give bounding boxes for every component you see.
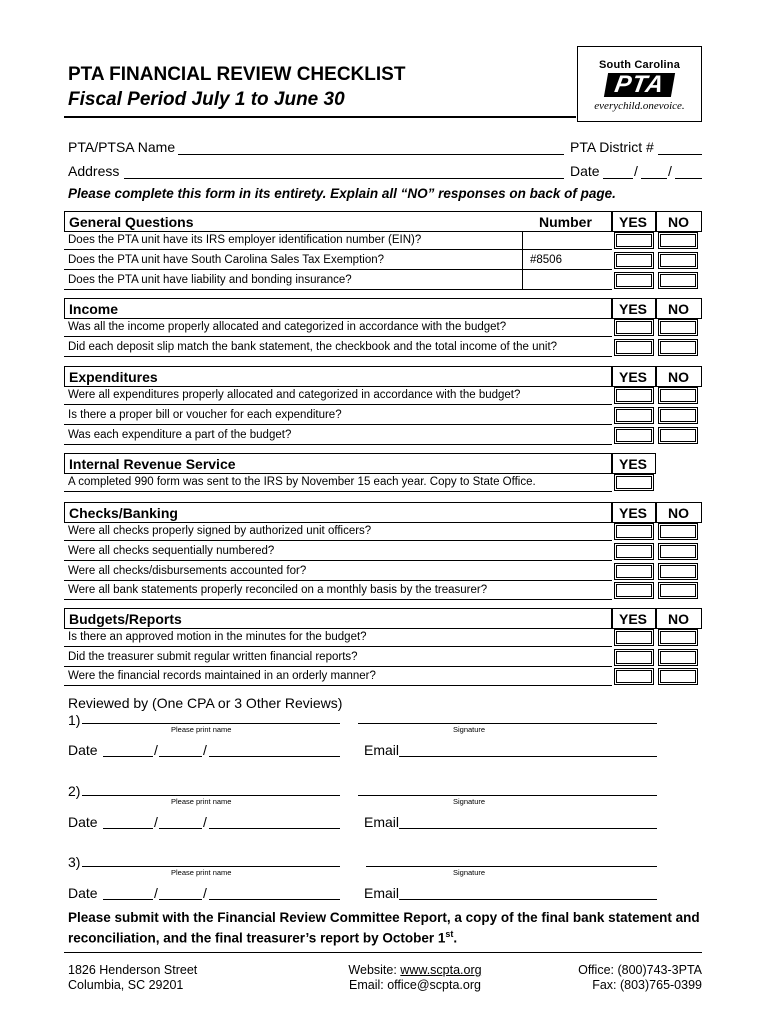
no-label: NO [668, 505, 689, 521]
no-checkbox[interactable] [658, 272, 698, 289]
question-row [64, 251, 612, 270]
yes-checkbox[interactable] [614, 252, 654, 269]
date-label: Date [570, 163, 600, 179]
yes-checkbox[interactable] [614, 339, 654, 356]
yes-column-header [612, 298, 656, 319]
question-row [64, 667, 612, 686]
address-field[interactable] [124, 178, 564, 179]
page-subtitle: Fiscal Period July 1 to June 30 [68, 89, 345, 110]
question-row [64, 426, 612, 445]
reviewer-2-date-year[interactable] [209, 828, 340, 829]
budgets-reports-header [64, 608, 612, 629]
yes-checkbox[interactable] [614, 427, 654, 444]
email-label: Email [364, 742, 400, 758]
yes-column-header [612, 502, 656, 523]
yes-checkbox[interactable] [614, 232, 654, 249]
date-slash: / [154, 814, 158, 830]
footer-contact [345, 963, 485, 993]
logo-state-text: South Carolina [598, 59, 681, 71]
yes-checkbox[interactable] [614, 563, 654, 580]
reviewer-2-name-field[interactable] [82, 795, 340, 796]
date-slash: / [668, 163, 672, 179]
yes-column-header [612, 211, 656, 232]
question-row [64, 628, 612, 647]
question-row [64, 318, 612, 337]
yes-label: YES [619, 301, 648, 317]
reviewer-1-name-field[interactable] [82, 723, 340, 724]
footer-email: Email: office@scpta.org [349, 978, 481, 992]
no-column-header [656, 366, 702, 387]
yes-checkbox[interactable] [614, 319, 654, 336]
pta-name-field[interactable] [178, 154, 564, 155]
question-text: Were all checks properly signed by authorized unit officers? [68, 525, 372, 537]
fax-number: Fax: (803)765-0399 [592, 978, 702, 992]
yes-label: YES [619, 505, 648, 521]
section-title: Income [69, 301, 119, 317]
no-label: NO [668, 369, 689, 385]
question-row [64, 522, 612, 541]
street-address: 1826 Henderson Street [68, 963, 198, 977]
footer-divider [64, 952, 702, 953]
section-title: Budgets/Reports [69, 611, 182, 627]
date-slash: / [203, 814, 207, 830]
reviewer-3-date-day[interactable] [159, 899, 202, 900]
no-label: NO [668, 214, 689, 230]
question-text: Is there an approved motion in the minutes for the budget? [68, 631, 367, 643]
sc-pta-logo [577, 46, 702, 122]
yes-checkbox[interactable] [614, 407, 654, 424]
no-checkbox[interactable] [658, 668, 698, 685]
question-row [64, 406, 612, 425]
general-questions-header [64, 211, 612, 232]
no-column-header [656, 298, 702, 319]
address-label: Address [68, 163, 120, 179]
yes-checkbox[interactable] [614, 387, 654, 404]
reviewer-number: 2) [68, 783, 81, 799]
reviewer-3-name-field[interactable] [82, 866, 340, 867]
submission-instructions [68, 909, 708, 947]
section-title: Internal Revenue Service [69, 456, 236, 472]
reviewer-3-date-year[interactable] [209, 899, 340, 900]
reviewer-3-signature-field[interactable] [366, 866, 657, 867]
no-column-header [656, 502, 702, 523]
yes-checkbox[interactable] [614, 543, 654, 560]
question-row [64, 542, 612, 561]
yes-checkbox[interactable] [614, 523, 654, 540]
date-year-field[interactable] [675, 178, 702, 179]
reviewer-3-date-month[interactable] [103, 899, 153, 900]
title-divider [64, 116, 576, 118]
date-slash: / [203, 885, 207, 901]
reviewer-2-email-field[interactable] [399, 828, 657, 829]
no-checkbox[interactable] [658, 319, 698, 336]
yes-label: YES [619, 611, 648, 627]
no-checkbox[interactable] [658, 629, 698, 646]
question-row [64, 648, 612, 667]
no-checkbox[interactable] [658, 563, 698, 580]
date-slash: / [154, 885, 158, 901]
yes-checkbox[interactable] [614, 474, 654, 491]
yes-checkbox[interactable] [614, 629, 654, 646]
reviewer-2-signature-field[interactable] [358, 795, 657, 796]
website-link[interactable]: www.scpta.org [400, 963, 482, 977]
no-checkbox[interactable] [658, 252, 698, 269]
reviewer-number: 1) [68, 712, 81, 728]
reviewer-2-date-day[interactable] [159, 828, 202, 829]
email-label: Email [364, 814, 400, 830]
district-label: PTA District # [570, 139, 654, 155]
reviewer-1-email-field[interactable] [399, 756, 657, 757]
reviewer-3-email-field[interactable] [399, 899, 657, 900]
footer-phone [552, 963, 702, 993]
question-text: Did the treasurer submit regular written financial reports? [68, 651, 358, 663]
no-checkbox[interactable] [658, 543, 698, 560]
date-slash: / [203, 742, 207, 758]
pta-name-label: PTA/PTSA Name [68, 139, 176, 155]
yes-column-header [612, 366, 656, 387]
no-checkbox[interactable] [658, 339, 698, 356]
no-label: NO [668, 301, 689, 317]
question-text: Were all expenditures properly allocated and categorized in accordance with the budget? [68, 389, 521, 401]
question-text: Is there a proper bill or voucher for each expenditure? [68, 409, 342, 421]
question-text: Does the PTA unit have South Carolina Sales Tax Exemption? [68, 254, 385, 266]
question-text: Were the financial records maintained in an orderly manner? [68, 670, 376, 682]
signature-label: Signature [453, 868, 486, 877]
date-slash: / [154, 742, 158, 758]
question-text: Did each deposit slip match the bank statement, the checkbook and the total income of the unit? [68, 341, 558, 353]
no-checkbox[interactable] [658, 649, 698, 666]
submission-period: . [453, 930, 458, 946]
yes-checkbox[interactable] [614, 272, 654, 289]
website-label: Website: [348, 963, 401, 977]
income-header [64, 298, 612, 319]
no-checkbox[interactable] [658, 232, 698, 249]
no-checkbox[interactable] [658, 523, 698, 540]
yes-label: YES [619, 369, 648, 385]
section-title: General Questions [69, 214, 194, 230]
question-row [64, 271, 612, 290]
reviewer-number: 3) [68, 854, 81, 870]
question-row [64, 473, 612, 492]
checks-banking-header [64, 502, 612, 523]
reviewed-by-heading: Reviewed by (One CPA or 3 Other Reviews) [68, 695, 343, 711]
date-month-field[interactable] [603, 178, 633, 179]
reviewer-1-date-day[interactable] [159, 756, 202, 757]
print-name-label: Please print name [171, 868, 232, 877]
print-name-label: Please print name [171, 725, 232, 734]
print-name-label: Please print name [171, 797, 232, 806]
yes-column-header [612, 608, 656, 629]
question-text: Does the PTA unit have liability and bonding insurance? [68, 274, 352, 286]
signature-label: Signature [453, 725, 486, 734]
no-checkbox[interactable] [658, 387, 698, 404]
submission-text: Please submit with the Financial Review Committee Report, a copy of the final bank statement and reconciliation, and the final treasurer’s report by October 1 [68, 910, 700, 946]
date-label: Date [68, 742, 98, 758]
email-label: Email [364, 885, 400, 901]
number-column-header: Number [539, 214, 592, 230]
yes-label: YES [619, 214, 648, 230]
yes-checkbox[interactable] [614, 649, 654, 666]
yes-label: YES [619, 456, 648, 472]
signature-label: Signature [453, 797, 486, 806]
question-text: A completed 990 form was sent to the IRS by November 15 each year. Copy to State Office. [68, 476, 536, 488]
reviewer-1-signature-field[interactable] [358, 723, 657, 724]
no-label: NO [668, 611, 689, 627]
no-column-header [656, 211, 702, 232]
reviewer-2-date-month[interactable] [103, 828, 153, 829]
question-row [64, 581, 612, 600]
district-field[interactable] [658, 154, 702, 155]
logo-tagline: everychild.onevoice. [594, 100, 685, 112]
page-title: PTA FINANCIAL REVIEW CHECKLIST [68, 64, 406, 85]
question-text: Were all checks sequentially numbered? [68, 545, 275, 557]
no-checkbox[interactable] [658, 582, 698, 599]
no-column-header [656, 608, 702, 629]
logo-pta-mark: PTA [604, 73, 675, 97]
question-text: Does the PTA unit have its IRS employer identification number (EIN)? [68, 234, 422, 246]
city-address: Columbia, SC 29201 [68, 978, 184, 992]
yes-column-header [612, 453, 656, 474]
question-row [64, 338, 612, 357]
ordinal-suffix: st [445, 929, 454, 939]
date-slash: / [634, 163, 638, 179]
no-checkbox[interactable] [658, 407, 698, 424]
question-row [64, 231, 612, 250]
question-text: Were all checks/disbursements accounted for? [68, 565, 307, 577]
tax-exemption-number: #8506 [530, 254, 562, 266]
question-row [64, 562, 612, 581]
office-phone: Office: (800)743-3PTA [578, 963, 702, 977]
question-text: Was each expenditure a part of the budget? [68, 429, 292, 441]
no-checkbox[interactable] [658, 427, 698, 444]
question-text: Were all bank statements properly reconciled on a monthly basis by the treasurer? [68, 584, 488, 596]
reviewer-1-date-year[interactable] [209, 756, 340, 757]
date-label: Date [68, 885, 98, 901]
irs-header [64, 453, 612, 474]
date-day-field[interactable] [641, 178, 667, 179]
expenditures-header [64, 366, 612, 387]
yes-checkbox[interactable] [614, 582, 654, 599]
instructions: Please complete this form in its entirety. Explain all “NO” responses on back of page. [68, 186, 616, 201]
footer-address [68, 963, 197, 993]
reviewer-1-date-month[interactable] [103, 756, 153, 757]
section-title: Checks/Banking [69, 505, 178, 521]
yes-checkbox[interactable] [614, 668, 654, 685]
date-label: Date [68, 814, 98, 830]
question-row [64, 386, 612, 405]
question-text: Was all the income properly allocated and categorized in accordance with the budget? [68, 321, 507, 333]
section-title: Expenditures [69, 369, 158, 385]
